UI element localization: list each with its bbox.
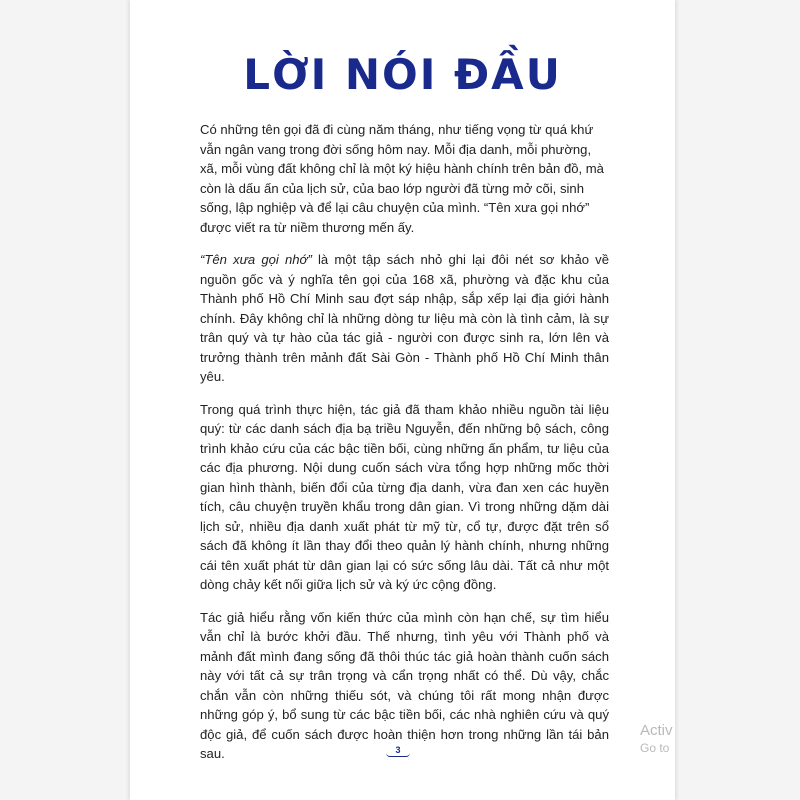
watermark-line-1: Activ <box>640 722 673 739</box>
paragraph-book-summary-text: là một tập sách nhỏ ghi lại đôi nét sơ khảo về nguồn gốc và ý nghĩa tên gọi của 168 xã, phường và đặc khu của Thành phố Hồ Chí Minh sau đợt sáp nhập, sắp xếp lại địa giới hành chính. Đây không chỉ là những dòng tư liệu mà còn là tình cảm, là sự trân quý và tự hào của tác giả - người con được sinh ra, lớn lên và trưởng thành trên mảnh đất Sài Gòn - Thành phố Hồ Chí Minh thân yêu. <box>200 252 609 384</box>
body-text <box>200 120 609 777</box>
page-number: 3 <box>386 743 410 757</box>
paragraph-book-summary <box>200 250 609 387</box>
paragraph-acknowledgement: Tác giả hiểu rằng vốn kiến thức của mình còn hạn chế, sự tìm hiểu vẫn chỉ là bước khởi đầu. Thế nhưng, tình yêu với Thành phố và mảnh đất mình đang sống đã thôi thúc tác giả hoàn thành cuốn sách này với tất cả sự trân trọng và cẩn trọng nhất có thể. Dù vậy, chắc chắn vẫn còn những thiếu sót, và chúng tôi rất mong nhận được những góp ý, bổ sung từ các bậc tiền bối, các nhà nghiên cứu và quý độc giả, để cuốn sách được hoàn thiện hơn trong những lần tái bản sau. <box>200 609 609 761</box>
page-title: LỜI NÓI ĐẦU <box>243 50 562 99</box>
book-title-italic: “Tên xưa gọi nhớ” <box>200 252 312 267</box>
watermark-line-2: Go to <box>640 741 670 755</box>
paragraph-sources: Trong quá trình thực hiện, tác giả đã tham khảo nhiều nguồn tài liệu quý: từ các danh sách địa bạ triều Nguyễn, đến những bộ sách, công trình khảo cứu của các bậc tiền bối, cùng những ấn phẩm, tư liệu của các địa phương. Nội dung cuốn sách vừa tổng hợp những mốc thời gian hình thành, biến đổi của từng địa danh, vừa đan xen các huyền tích, câu chuyện truyền khẩu trong dân gian. Vì trong những dặm dài lịch sử, nhiều địa danh xuất phát từ mỹ từ, cổ tự, được đặt trên sổ sách đã không ít lần thay đổi theo quản lý hành chính, nhưng những cái tên xuất phát từ dân gian lại có sức sống lâu dài. Tất cả như một dòng chảy kết nối giữa lịch sử và ký ức cộng đồng. <box>200 401 609 592</box>
paragraph-intro: Có những tên gọi đã đi cùng năm tháng, như tiếng vọng từ quá khứ vẫn ngân vang trong đời sống hôm nay. Mỗi địa danh, mỗi phường, xã, mỗi vùng đất không chỉ là một ký hiệu hành chính trên bản đồ, mà còn là dấu ấn của lịch sử, của bao lớp người đã từng mở cõi, sinh sống, lập nghiệp và để lại câu chuyện của mình. “Tên xưa gọi nhớ” được viết ra từ niềm thương mến ấy. <box>200 122 604 235</box>
activation-watermark <box>640 722 673 757</box>
